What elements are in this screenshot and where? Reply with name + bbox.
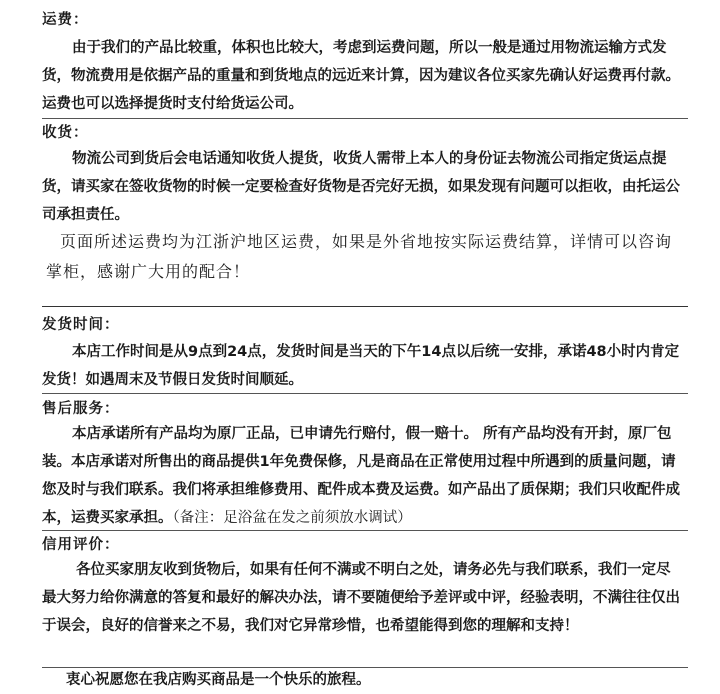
credit-body [42,556,682,640]
shipping-heading: 运费： [42,12,89,28]
credit-heading: 信用评价： [42,537,120,553]
after-sales-body-text: 本店承诺所有产品均为原厂正品，已申请先行赔付，假一赔十。 所有产品均没有开封，原厂包装。本店承诺对所售出的商品提供1年免费保修，凡是商品在正常使用过程中所遇到的质量问题，请您及时与我们联系。我们将承担维修费用、配件成本费及运费。如产品出了质保期；我们只收配件成本，运费买家承担。 [42,426,680,526]
divider [42,530,688,531]
divider [42,118,688,119]
receiving-body-text: 物流公司到货后会电话通知收货人提货，收货人需带上本人的身份证去物流公司指定货运点提货，请买家在签收货物的时候一定要检查好货物是否完好无损，如果发现有问题可以拒收，由托运公司承担责任。 [42,151,680,223]
after-sales-heading: 售后服务： [42,401,120,417]
ship-time-body [42,338,682,394]
region-note [46,227,682,287]
region-note-text: 页面所述运费均为江浙沪地区运费，如果是外省地按实际运费结算，详情可以咨询掌柜，感谢广大用的配合！ [46,232,673,281]
receiving-heading: 收货： [42,125,89,141]
after-sales-body [42,420,682,532]
ship-time-heading: 发货时间： [42,317,120,333]
receiving-body [42,145,682,229]
closing-text: 衷心祝愿您在我店购买商品是一个快乐的旅程。 [66,672,371,688]
shipping-body [42,34,682,118]
ship-time-body-text: 本店工作时间是从9点到24点，发货时间是当天的下午14点以后统一安排，承诺48小时内肯定发货！如遇周末及节假日发货时间顺延。 [42,344,680,388]
divider [42,393,688,394]
credit-body-text: 各位买家朋友收到货物后，如果有任何不满或不明白之处，请务必先与我们联系，我们一定尽最大努力给你满意的答复和最好的解决办法，请不要随便给予差评或中评，经验表明，不满往往仅出于误会，良好的信誉来之不易，我们对它异常珍惜，也希望能得到您的理解和支持！ [42,562,680,634]
after-sales-note: （备注：足浴盆在发之前须放水调试） [172,510,412,526]
shipping-body-text: 由于我们的产品比较重，体积也比较大，考虑到运费问题，所以一般是通过用物流运输方式发货，物流费用是依据产品的重量和到货地点的远近来计算，因为建议各位买家先确认好运费再付款。运费也可以选择提货时支付给货运公司。 [42,40,680,112]
divider [42,306,688,307]
